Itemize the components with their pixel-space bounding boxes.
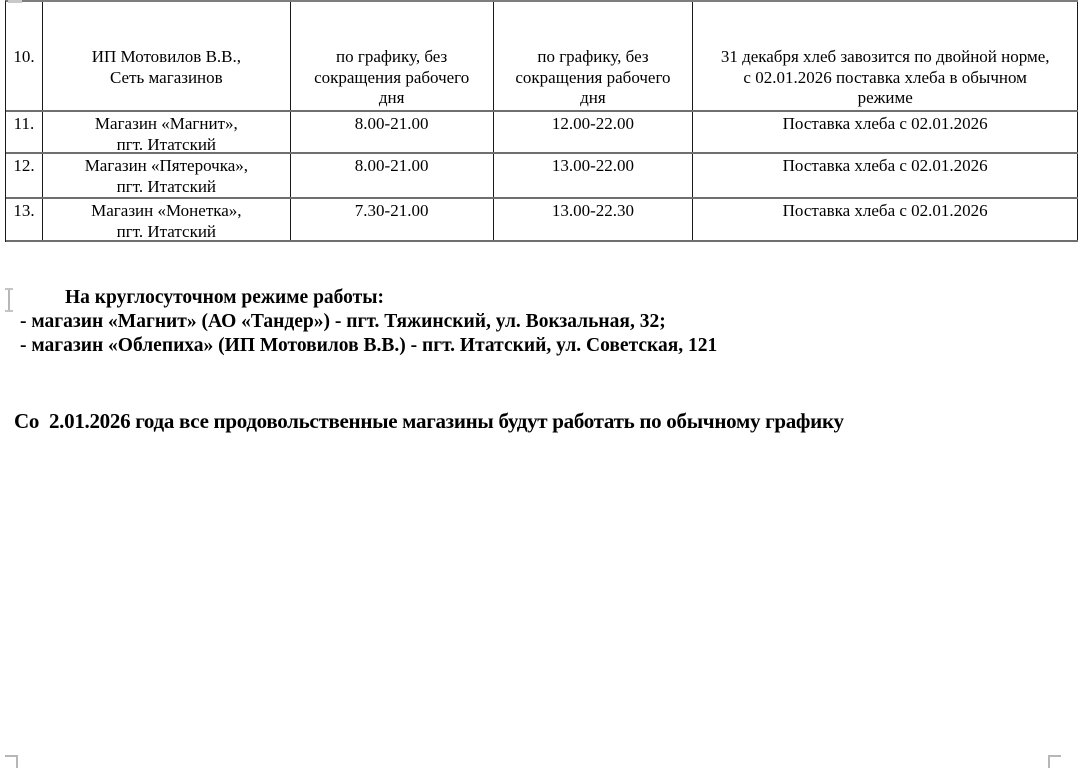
cell-schedule-jan1: [494, 2, 694, 110]
notes-heading: На круглосуточном режиме работы:: [65, 287, 384, 308]
row-number: 13.: [13, 201, 35, 220]
cell-schedule-dec31: [291, 2, 494, 110]
cell-row-number: [6, 154, 43, 197]
cell-schedule-dec31: [291, 154, 494, 197]
table-row: [6, 199, 1078, 242]
notes-line-magnit: - магазин «Магнит» (АО «Тандер») - пгт. Тяжинский, ул. Вокзальная, 32;: [20, 311, 666, 332]
store-name-line: ИП Мотовилов В.В.,: [91, 47, 241, 66]
cell-store-name: [43, 2, 291, 110]
row-number: 12.: [13, 156, 35, 175]
cell-schedule-dec31: [291, 199, 494, 240]
table-row: [6, 154, 1078, 199]
cell-store-name: [43, 112, 291, 152]
page-corner-mark-top-left: [8, 0, 22, 3]
schedule-line: по графику, без: [537, 47, 649, 66]
store-name-line: Магазин «Магнит»,: [94, 114, 238, 133]
cell-schedule-jan1: [494, 154, 694, 197]
schedule-line: 12.00-22.00: [551, 114, 635, 133]
table-row: [6, 2, 1078, 112]
store-name-line: Магазин «Пятерочка»,: [84, 156, 249, 175]
note-line: Поставка хлеба с 02.01.2026: [782, 156, 988, 175]
store-name-line: пгт. Итатский: [116, 221, 217, 241]
schedule-line: 8.00-21.00: [354, 114, 429, 133]
cell-note: [693, 112, 1078, 152]
table-row: [6, 112, 1078, 154]
round-the-clock-notes: [20, 286, 1060, 358]
note-line: 31 декабря хлеб завозится по двойной норме,: [720, 47, 1050, 66]
note-line: режиме: [857, 88, 913, 107]
cell-store-name: [43, 199, 291, 240]
cell-note: [693, 199, 1078, 240]
page-corner-mark-bottom-right: [1048, 755, 1061, 768]
schedule-line: 8.00-21.00: [354, 156, 429, 175]
page-corner-mark-bottom-left: [5, 755, 18, 768]
cell-row-number: [6, 199, 43, 240]
schedule-line: сокращения рабочего: [515, 67, 671, 87]
cell-row-number: [6, 112, 43, 152]
row-number: 11.: [13, 114, 35, 133]
schedule-line: дня: [580, 88, 606, 107]
cell-schedule-jan1: [494, 199, 694, 240]
note-line: Поставка хлеба с 02.01.2026: [782, 201, 988, 220]
schedule-line: 13.00-22.00: [551, 156, 635, 175]
cell-note: [693, 154, 1078, 197]
store-schedule-table: [5, 0, 1078, 242]
cell-store-name: [43, 154, 291, 197]
text-cursor-icon[interactable]: [8, 288, 10, 312]
cell-row-number: [6, 2, 43, 110]
schedule-line: сокращения рабочего: [314, 67, 470, 87]
schedule-line: дня: [378, 88, 405, 107]
store-name-line: Сеть магазинов: [110, 67, 223, 87]
store-name-line: Магазин «Монетка»,: [91, 201, 242, 220]
note-line: с 02.01.2026 поставка хлеба в обычном: [743, 67, 1027, 87]
store-name-line: пгт. Итатский: [116, 134, 217, 154]
cell-schedule-jan1: [494, 112, 694, 152]
cell-note: [693, 2, 1078, 110]
cell-schedule-dec31: [291, 112, 494, 152]
row-number: 10.: [13, 47, 35, 66]
note-line: Поставка хлеба с 02.01.2026: [782, 114, 988, 133]
schedule-line: по графику, без: [336, 47, 448, 66]
schedule-line: 7.30-21.00: [354, 201, 429, 220]
store-name-line: пгт. Итатский: [116, 176, 217, 196]
notes-line-oblepikha: - магазин «Облепиха» (ИП Мотовилов В.В.) - пгт. Итатский, ул. Советская, 121: [20, 335, 718, 356]
normal-schedule-note: Со 2.01.2026 года все продовольственные магазины будут работать по обычному графику: [14, 409, 844, 433]
schedule-line: 13.00-22.30: [551, 201, 635, 220]
